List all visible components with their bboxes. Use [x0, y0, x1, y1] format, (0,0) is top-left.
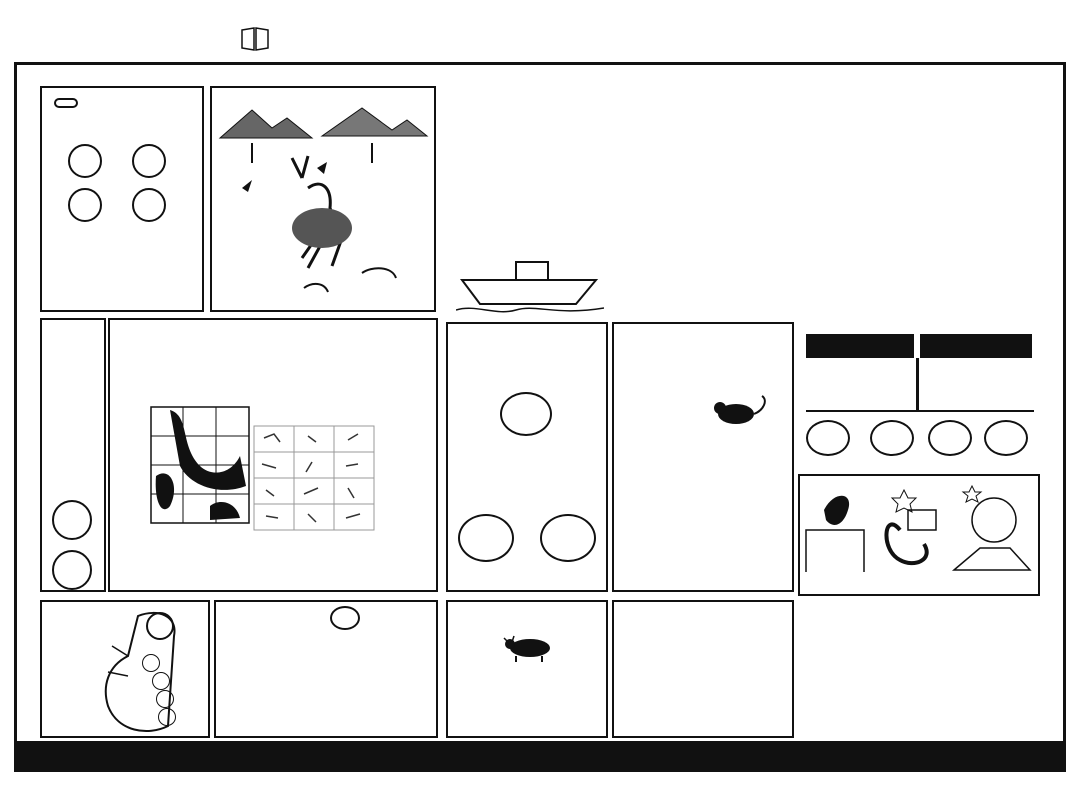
recommend-box	[40, 600, 210, 738]
jiushi-box	[612, 600, 794, 738]
recommend-number	[142, 654, 160, 672]
today-box	[214, 600, 438, 738]
ox-icon	[500, 632, 560, 662]
footer-bar	[14, 744, 1066, 772]
jiehua-illustration	[804, 480, 1036, 574]
cold-numbers-box	[40, 318, 106, 592]
tuo-number	[540, 514, 596, 562]
predict-number	[132, 144, 166, 178]
recommend-number	[152, 672, 170, 690]
rat-icon	[710, 392, 770, 428]
recommend-number	[158, 708, 176, 726]
open-divider	[916, 358, 919, 410]
boat-illustration	[456, 260, 604, 316]
border-strip-top	[18, 66, 1062, 84]
recommend-number	[146, 612, 174, 640]
dan-number	[500, 392, 552, 436]
book-icon	[240, 26, 270, 52]
puzzle-pieces	[252, 424, 376, 532]
jiehua-box	[798, 474, 1040, 596]
open-number	[928, 420, 972, 456]
open-number	[984, 420, 1028, 456]
border-strip-left	[18, 86, 36, 740]
lucky-box	[612, 322, 794, 592]
special-number-box	[108, 318, 438, 592]
predict-number	[68, 144, 102, 178]
deer-picture	[210, 86, 436, 312]
dan-tuo-box	[446, 322, 608, 592]
cold-number	[52, 500, 92, 540]
cold-number	[52, 550, 92, 590]
open-number	[870, 420, 914, 456]
open-box	[800, 326, 1040, 470]
tuo-number	[458, 514, 514, 562]
deer-illustration	[212, 88, 434, 310]
open-label	[920, 334, 1032, 358]
open-number	[806, 420, 850, 456]
predict-box	[40, 86, 204, 312]
puzzle-grid	[150, 406, 250, 524]
masthead	[616, 86, 1040, 316]
today-number	[330, 606, 360, 630]
border-strip-right	[1044, 86, 1062, 740]
predict-number	[68, 188, 102, 222]
center-poster	[456, 90, 606, 316]
open-label	[806, 334, 914, 358]
open-underline	[806, 410, 1034, 412]
recommend-number	[156, 690, 174, 708]
lucky-zodiac-box	[446, 600, 608, 738]
predict-heading	[54, 98, 78, 108]
predict-number	[132, 188, 166, 222]
